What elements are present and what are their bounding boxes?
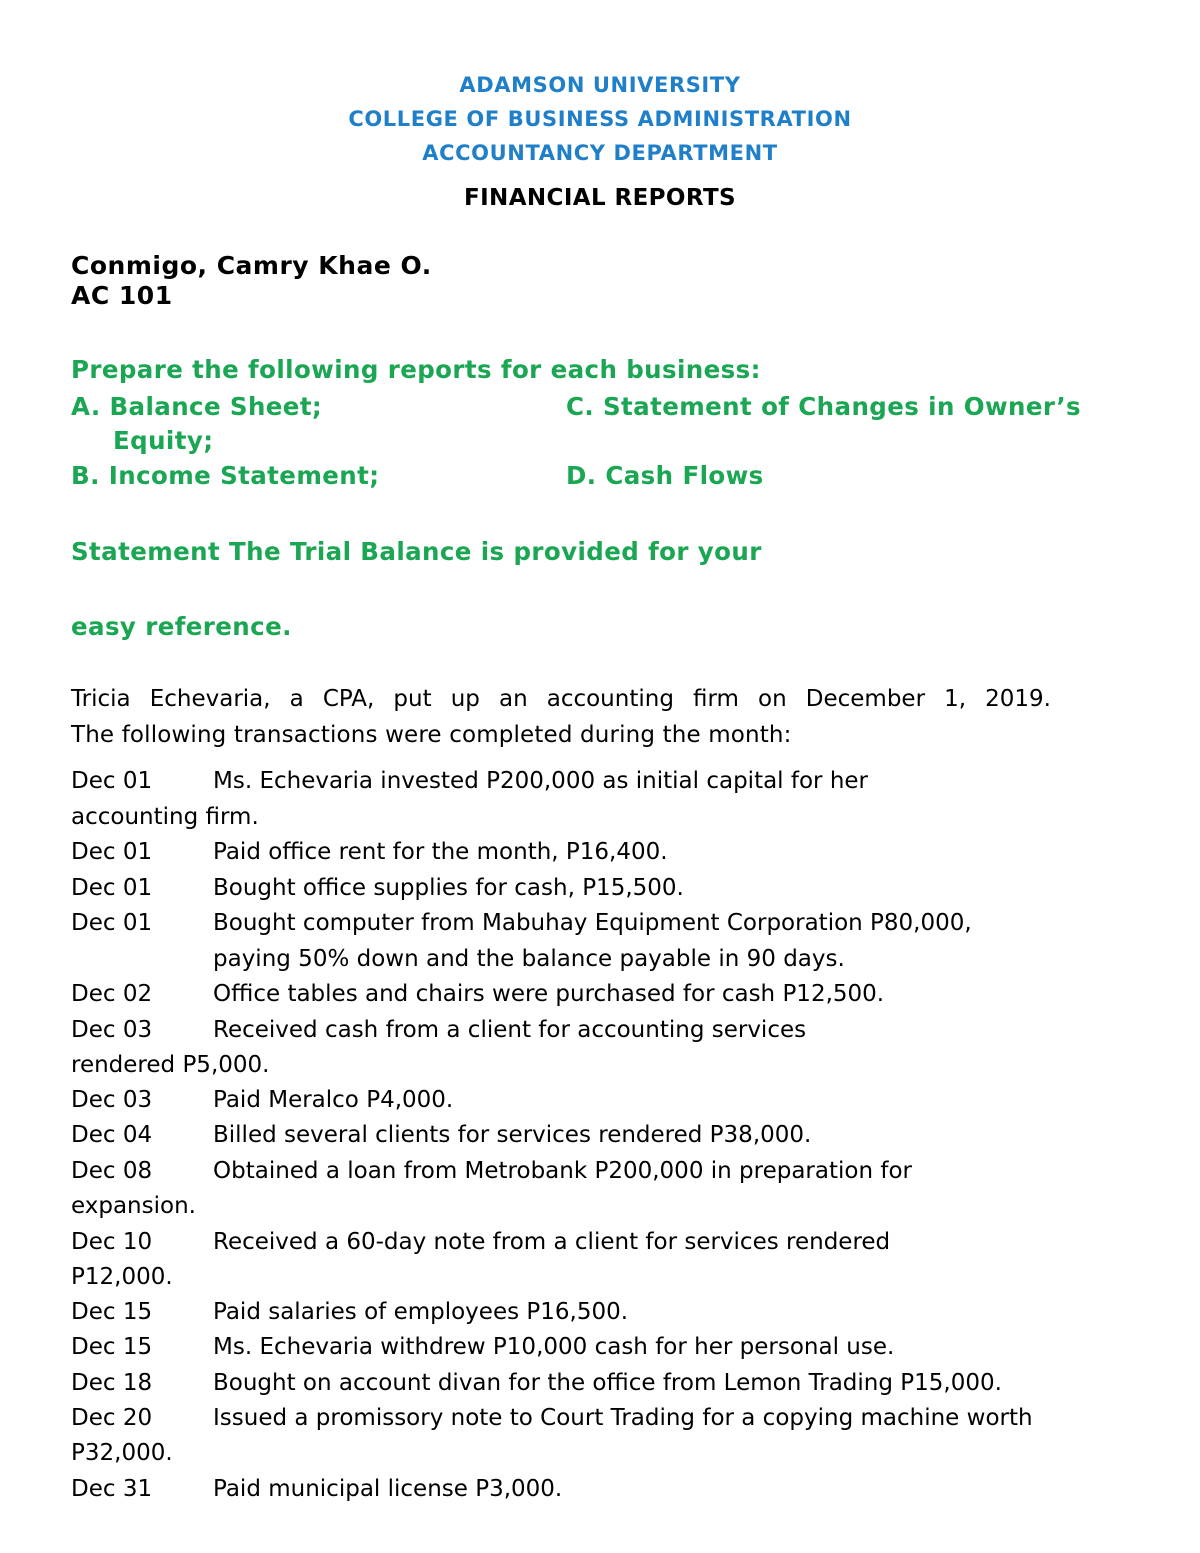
- transaction-description: Bought computer from Mabuhay Equipment Corporation P80,000,: [213, 910, 972, 936]
- report-item-c-continued: Equity;: [113, 426, 214, 455]
- transaction-date: Dec 01: [71, 910, 153, 936]
- transaction-date: Dec 20: [71, 1405, 153, 1431]
- transaction-description: Paid Meralco P4,000.: [213, 1087, 454, 1113]
- trial-balance-note: Statement The Trial Balance is provided for your: [71, 537, 762, 566]
- report-item-c: C. Statement of Changes in Owner’s: [566, 392, 1082, 421]
- transaction-description: Billed several clients for services rendered P38,000.: [213, 1122, 812, 1148]
- transaction-description-continued: paying 50% down and the balance payable in 90 days.: [213, 946, 845, 972]
- transaction-description: Office tables and chairs were purchased for cash P12,500.: [213, 981, 885, 1007]
- student-name: Conmigo, Camry Khae O.: [71, 251, 432, 280]
- transaction-description: Ms. Echevaria invested P200,000 as initial capital for her: [213, 768, 869, 794]
- trial-balance-note-continued: easy reference.: [71, 612, 292, 641]
- document-title: FINANCIAL REPORTS: [463, 185, 737, 211]
- transaction-description: Ms. Echevaria withdrew P10,000 cash for her personal use.: [213, 1334, 895, 1360]
- transaction-date: Dec 10: [71, 1229, 153, 1255]
- transaction-date: Dec 01: [71, 875, 153, 901]
- intro-line-2: The following transactions were completed during the month:: [71, 722, 792, 748]
- transaction-date: Dec 08: [71, 1158, 153, 1184]
- report-item-a: A. Balance Sheet;: [71, 392, 323, 421]
- report-item-b: B. Income Statement;: [71, 461, 380, 490]
- transaction-description-continued: P12,000.: [71, 1264, 173, 1290]
- transaction-description: Received cash from a client for accounting services: [213, 1017, 807, 1043]
- transaction-description: Obtained a loan from Metrobank P200,000 in preparation for: [213, 1158, 912, 1184]
- transaction-date: Dec 18: [71, 1370, 153, 1396]
- transaction-date: Dec 15: [71, 1299, 153, 1325]
- transaction-description-continued: accounting firm.: [71, 804, 259, 830]
- transaction-date: Dec 01: [71, 768, 153, 794]
- transaction-date: Dec 31: [71, 1476, 153, 1502]
- transaction-description-continued: rendered P5,000.: [71, 1052, 270, 1078]
- transaction-description: Paid office rent for the month, P16,400.: [213, 839, 668, 865]
- transaction-description: Issued a promissory note to Court Trading for a copying machine worth: [213, 1405, 1033, 1431]
- transaction-date: Dec 15: [71, 1334, 153, 1360]
- transaction-date: Dec 03: [71, 1087, 153, 1113]
- transaction-description: Paid salaries of employees P16,500.: [213, 1299, 629, 1325]
- intro-line-1: Tricia Echevaria, a CPA, put up an accounting firm on December 1, 2019.: [71, 686, 1051, 712]
- transaction-description: Paid municipal license P3,000.: [213, 1476, 563, 1502]
- transaction-date: Dec 02: [71, 981, 153, 1007]
- university-name: ADAMSON UNIVERSITY: [459, 73, 741, 97]
- transaction-date: Dec 04: [71, 1122, 153, 1148]
- instructions-lead: Prepare the following reports for each business:: [71, 355, 761, 384]
- transaction-description-continued: P32,000.: [71, 1440, 173, 1466]
- department-name: ACCOUNTANCY DEPARTMENT: [422, 141, 778, 165]
- transaction-description-continued: expansion.: [71, 1193, 196, 1219]
- transaction-description: Received a 60-day note from a client for services rendered: [213, 1229, 891, 1255]
- transaction-description: Bought office supplies for cash, P15,500.: [213, 875, 684, 901]
- transaction-description: Bought on account divan for the office from Lemon Trading P15,000.: [213, 1370, 1002, 1396]
- transaction-date: Dec 01: [71, 839, 153, 865]
- transaction-date: Dec 03: [71, 1017, 153, 1043]
- report-item-d: D. Cash Flows: [566, 461, 764, 490]
- student-course: AC 101: [71, 281, 173, 310]
- college-name: COLLEGE OF BUSINESS ADMINISTRATION: [348, 107, 852, 131]
